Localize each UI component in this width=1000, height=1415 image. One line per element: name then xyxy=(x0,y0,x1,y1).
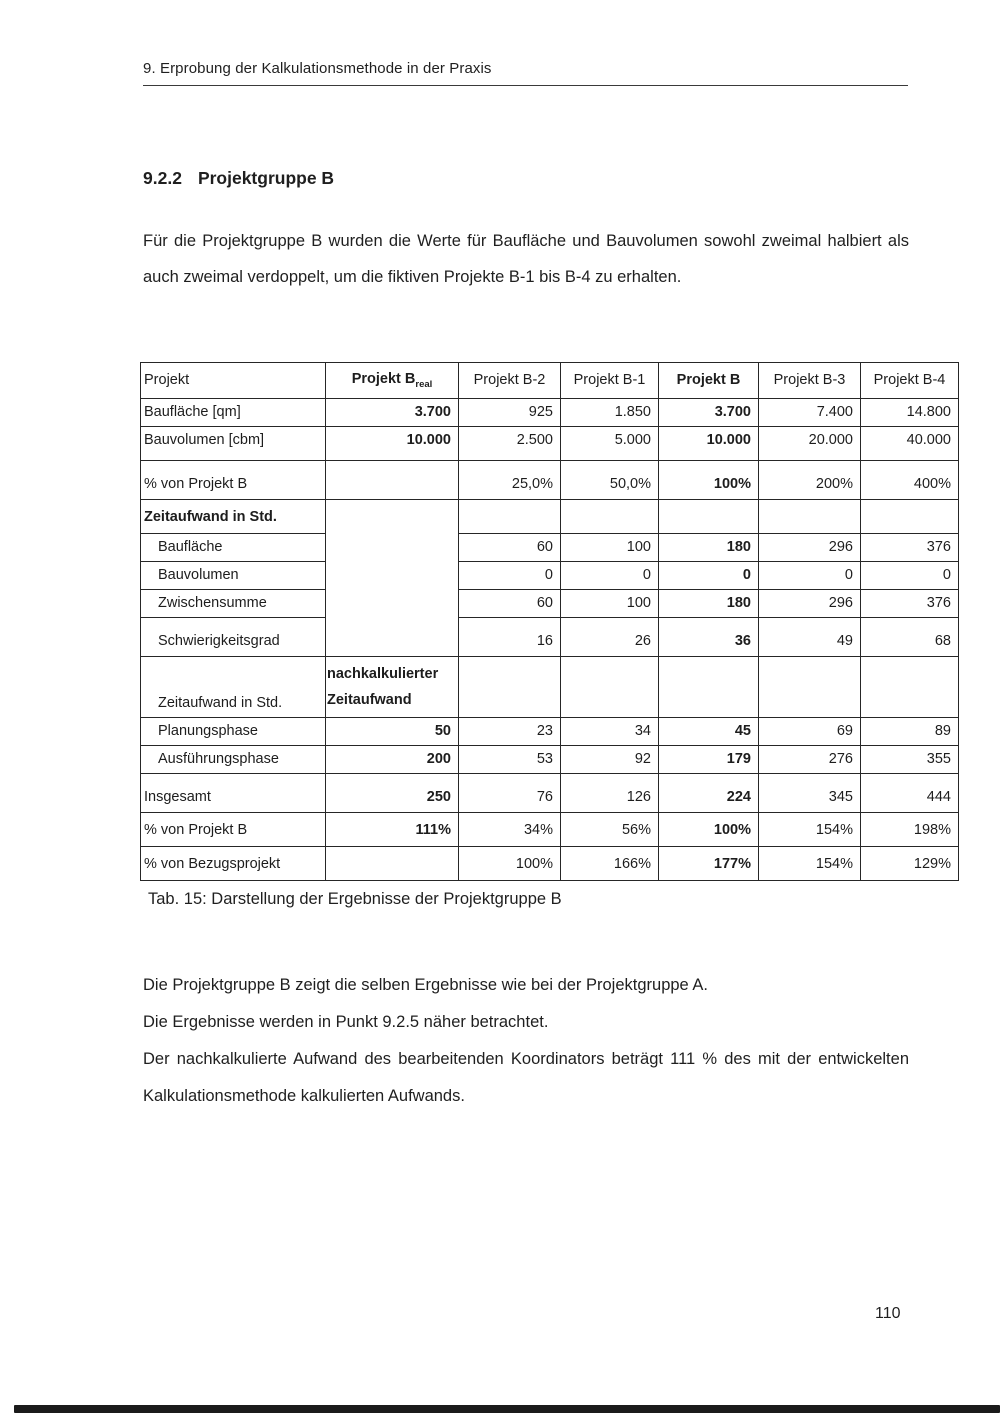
value-cell: 179 xyxy=(659,745,759,773)
page-number: 110 xyxy=(875,1305,901,1322)
table-row xyxy=(141,589,959,617)
table-row xyxy=(141,499,959,533)
value-cell: 25,0% xyxy=(459,460,561,499)
value-cell: 355 xyxy=(861,745,959,773)
value-cell xyxy=(861,656,959,717)
subscript-real: real xyxy=(415,378,433,390)
row-label: Zwischensumme xyxy=(141,589,326,617)
breal-note-line: Zeitaufwand xyxy=(327,691,412,708)
value-cell: 180 xyxy=(659,589,759,617)
closing-paragraph-2: Die Ergebnisse werden in Punkt 9.2.5 näher betrachtet. xyxy=(143,1013,549,1031)
running-header-text: 9. Erprobung der Kalkulationsmethode in der Praxis xyxy=(143,60,492,77)
column-header-projekt-b1: Projekt B-1 xyxy=(561,363,659,399)
row-label: % von Projekt B xyxy=(141,812,326,846)
value-cell: 14.800 xyxy=(861,398,959,426)
breal-cell: 10.000 xyxy=(326,426,459,460)
value-cell: 92 xyxy=(561,745,659,773)
column-header-projekt-b3: Projekt B-3 xyxy=(759,363,861,399)
breal-cell: 111% xyxy=(326,812,459,846)
breal-cell: 250 xyxy=(326,773,459,812)
breal-note-cell xyxy=(326,656,459,717)
value-cell: 45 xyxy=(659,717,759,745)
value-cell: 198% xyxy=(861,812,959,846)
value-cell xyxy=(561,656,659,717)
column-header-projekt: Projekt xyxy=(141,363,326,399)
value-cell: 50,0% xyxy=(561,460,659,499)
row-label: Insgesamt xyxy=(141,773,326,812)
row-label: Planungsphase xyxy=(141,717,326,745)
value-cell: 296 xyxy=(759,533,861,561)
row-label: Zeitaufwand in Std. xyxy=(141,499,326,533)
scan-edge-artifact xyxy=(14,1405,1000,1413)
section-title: Projektgruppe B xyxy=(197,168,335,188)
value-cell: 100% xyxy=(459,846,561,880)
value-cell: 376 xyxy=(861,533,959,561)
table-row xyxy=(141,533,959,561)
column-header-projekt-b4: Projekt B-4 xyxy=(861,363,959,399)
value-cell: 0 xyxy=(759,561,861,589)
column-header-projekt-b: Projekt B xyxy=(659,363,759,399)
value-cell: 200% xyxy=(759,460,861,499)
breal-cell: 3.700 xyxy=(326,398,459,426)
intro-paragraph: Für die Projektgruppe B wurden die Werte für Baufläche und Bauvolumen sowohl zweimal halbiert als auch zweimal verdoppelt, um die fiktiven Projekte B-1 bis B-4 zu erhalten. xyxy=(143,231,909,286)
row-label: Zeitaufwand in Std. xyxy=(141,656,326,717)
value-cell: 177% xyxy=(659,846,759,880)
value-cell: 100 xyxy=(561,589,659,617)
value-cell: 0 xyxy=(861,561,959,589)
value-cell: 69 xyxy=(759,717,861,745)
value-cell: 376 xyxy=(861,589,959,617)
value-cell: 26 xyxy=(561,617,659,656)
value-cell: 0 xyxy=(459,561,561,589)
closing-paragraphs xyxy=(143,967,909,1115)
value-cell: 20.000 xyxy=(759,426,861,460)
value-cell: 296 xyxy=(759,589,861,617)
results-table xyxy=(140,362,959,881)
value-cell: 0 xyxy=(659,561,759,589)
table-row xyxy=(141,460,959,499)
value-cell xyxy=(659,656,759,717)
value-cell: 444 xyxy=(861,773,959,812)
value-cell: 154% xyxy=(759,812,861,846)
value-cell: 180 xyxy=(659,533,759,561)
table-row xyxy=(141,426,959,460)
breal-cell xyxy=(326,460,459,499)
table-caption: Tab. 15: Darstellung der Ergebnisse der Projektgruppe B xyxy=(148,889,562,908)
section-heading xyxy=(143,168,334,189)
table-row xyxy=(141,656,959,717)
column-header-projekt-b2: Projekt B-2 xyxy=(459,363,561,399)
value-cell: 345 xyxy=(759,773,861,812)
column-header-text: Projekt B xyxy=(351,371,416,387)
value-cell: 3.700 xyxy=(659,398,759,426)
breal-cell xyxy=(326,846,459,880)
value-cell: 400% xyxy=(861,460,959,499)
value-cell: 76 xyxy=(459,773,561,812)
value-cell: 7.400 xyxy=(759,398,861,426)
value-cell: 129% xyxy=(861,846,959,880)
value-cell xyxy=(561,499,659,533)
table-block xyxy=(140,362,960,909)
value-cell: 276 xyxy=(759,745,861,773)
value-cell xyxy=(759,656,861,717)
row-label: Schwierigkeitsgrad xyxy=(141,617,326,656)
table-row xyxy=(141,812,959,846)
row-label: Baufläche xyxy=(141,533,326,561)
row-label: Baufläche [qm] xyxy=(141,398,326,426)
value-cell: 34% xyxy=(459,812,561,846)
table-row xyxy=(141,561,959,589)
row-label: % von Bezugsprojekt xyxy=(141,846,326,880)
value-cell: 0 xyxy=(561,561,659,589)
value-cell: 166% xyxy=(561,846,659,880)
value-cell: 89 xyxy=(861,717,959,745)
value-cell: 68 xyxy=(861,617,959,656)
value-cell: 100% xyxy=(659,812,759,846)
breal-merged-cell xyxy=(326,499,459,656)
row-label: Ausführungsphase xyxy=(141,745,326,773)
section-number: 9.2.2 xyxy=(143,168,182,188)
value-cell: 224 xyxy=(659,773,759,812)
value-cell xyxy=(861,499,959,533)
value-cell: 23 xyxy=(459,717,561,745)
row-label: Bauvolumen xyxy=(141,561,326,589)
value-cell: 60 xyxy=(459,589,561,617)
table-row xyxy=(141,773,959,812)
value-cell xyxy=(659,499,759,533)
table-header-row xyxy=(141,363,959,399)
value-cell: 154% xyxy=(759,846,861,880)
table-row xyxy=(141,745,959,773)
value-cell: 1.850 xyxy=(561,398,659,426)
row-label: % von Projekt B xyxy=(141,460,326,499)
value-cell: 126 xyxy=(561,773,659,812)
table-row xyxy=(141,846,959,880)
column-header-projekt-breal xyxy=(326,363,459,399)
table-row xyxy=(141,398,959,426)
closing-paragraph-1: Die Projektgruppe B zeigt die selben Ergebnisse wie bei der Projektgruppe A. xyxy=(143,976,708,994)
value-cell: 56% xyxy=(561,812,659,846)
value-cell: 5.000 xyxy=(561,426,659,460)
breal-cell: 200 xyxy=(326,745,459,773)
value-cell: 2.500 xyxy=(459,426,561,460)
value-cell: 100 xyxy=(561,533,659,561)
breal-note-line: nachkalkulierter xyxy=(327,665,439,682)
row-label: Bauvolumen [cbm] xyxy=(141,426,326,460)
results-table-body xyxy=(141,398,959,880)
value-cell: 53 xyxy=(459,745,561,773)
value-cell: 40.000 xyxy=(861,426,959,460)
value-cell xyxy=(459,499,561,533)
value-cell: 16 xyxy=(459,617,561,656)
value-cell: 34 xyxy=(561,717,659,745)
running-header xyxy=(143,60,908,86)
value-cell: 60 xyxy=(459,533,561,561)
closing-paragraph-3: Der nachkalkulierte Aufwand des bearbeitenden Koordinators beträgt 111 % des mit der entwickelten Kalkulationsmethode kalkulierten Aufwands. xyxy=(143,1050,909,1105)
breal-cell: 50 xyxy=(326,717,459,745)
value-cell: 49 xyxy=(759,617,861,656)
value-cell xyxy=(759,499,861,533)
table-row xyxy=(141,617,959,656)
table-row xyxy=(141,717,959,745)
value-cell: 10.000 xyxy=(659,426,759,460)
value-cell xyxy=(459,656,561,717)
value-cell: 100% xyxy=(659,460,759,499)
value-cell: 36 xyxy=(659,617,759,656)
value-cell: 925 xyxy=(459,398,561,426)
